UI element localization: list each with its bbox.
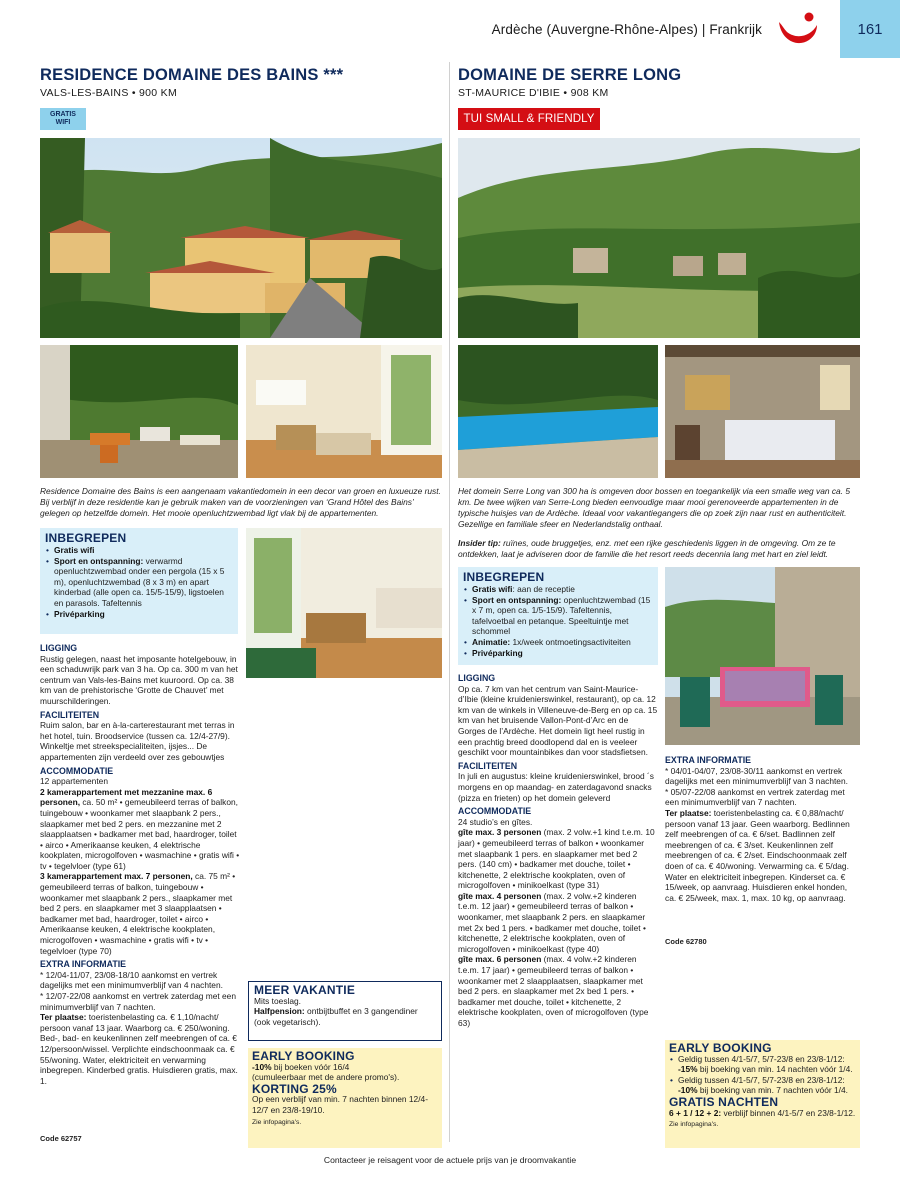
tui-logo-icon: [775, 10, 821, 50]
right-extra-line1: * 04/01-04/07, 23/08-30/11 aankomst en vertrek dagelijks met een minimumverblijf van 3 nachten.: [665, 765, 848, 787]
left-inbegrepen-list: [45, 545, 233, 619]
right-ligging-heading: LIGGING: [458, 673, 496, 683]
right-ligging-text: Op ca. 7 km van het centrum van Saint-Maurice-d’Ibie (kleine kruidenierswinkel, restaurant), op ca. 12 km van de winkels in Villeneuve-de-Berg en op ca. 15 km van het bruisende Vallon-Pont-d’Arc en de Gorges de l’Ardèche. Het domein ligt heel rustig in een prachtig breed doodlopend dal en is veeleer geschikt voor mountainbikes dan voor stadsfietsen.: [458, 683, 658, 758]
list-item: • Gratis wifi: [45, 545, 233, 556]
right-bedroom-photo: [665, 345, 860, 478]
list-item: • Animatie: 1x/week ontmoetingsactiviteiten: [463, 637, 653, 648]
left-faciliteiten-heading: FACILITEITEN: [40, 709, 100, 720]
left-promo-box: [248, 1048, 442, 1148]
left-ligging-heading: LIGGING: [40, 643, 78, 653]
right-extra-terplaatse: Ter plaatse: toeristenbelasting ca. € 0,88/nacht/ persoon vanaf 13 jaar. Geen waarborg. Bedlinnen zelf meebrengen of ca. € 6/set. Badlinnen zelf meebrengen of ca. € 3/set. Keukenlinnen zelf meebrengen of ca. € 2/set. Eindschoonmaak zelf doen of ca. € 40/woning. Verwarming ca. € 5/dag. Water en elektriciteit inbegrepen. Kinderset ca. € 15/week, op aanvraag. Huisdieren enkel honden, ca. € 25/week, max. 1, max. 10 kg, op aanvraag.: [665, 807, 850, 903]
right-caption: Het domein Serre Long van 300 ha is omgeven door bossen en toegankelijk via een smalle weg van ca. 5 km. De twee wijken van Serre-Long bieden eenvoudige maar mooi gerenoveerde appartementen in de typische huisjes van de Ardèche. Ideaal voor vakantiegangers die op zoek zijn naar rust en authenticiteit. Gezellige en familiale sfeer en Nederlandstalig onthaal.: [458, 486, 851, 529]
right-gite-3: gîte max. 3 personen (max. 2 volw.+1 kind t.e.m. 10 jaar) • gemeubileerd terras of balkon • woonkamer met slaapbank 1 pers. en slaapkamer met bed 2 pers. (140 cm) • badkamer met douche, toilet • kitchenette, 2 elektrische kookplaten, oven of microgolfoven • minikoelkast (type 31): [458, 827, 655, 891]
right-accommodatie-count: 24 studio’s en gîtes.: [458, 816, 533, 827]
right-title: DOMAINE DE SERRE LONG: [458, 66, 682, 84]
left-kitchen-photo: [246, 528, 442, 678]
left-extra-heading: EXTRA INFORMATIE: [40, 959, 127, 970]
footer-note: Contacteer je reisagent voor de actuele prijs van je droomvakantie: [323, 1155, 577, 1165]
left-code: Code 62757: [40, 1134, 82, 1143]
right-faciliteiten-heading: FACILITEITEN: [458, 760, 518, 771]
korting-text: Op een verblijf van min. 7 nachten binnen 12/4-12/7 en 23/8-19/10.: [252, 1094, 428, 1115]
left-extra-terplaatse: Ter plaatse: toeristenbelasting ca. € 1,10/nacht/ persoon vanaf 13 jaar. Waarborg ca. € 250/woning. Bed-, bad- en keukenlinnen zelf meebrengen of ca. € 12/persoon/wissel. Verplichte eindschoonmaak ca. € 55/woning. Water, elektriciteit en verwarming inbegrepen. Kinderbed gratis. Huisdieren gratis, max. 1.: [40, 1012, 238, 1086]
list-item: • Privéparking: [45, 609, 233, 620]
right-infopagina-note: Zie infopagina's.: [669, 1121, 719, 1129]
left-subtitle: VALS-LES-BAINS • 900 KM: [40, 87, 178, 99]
page-number: 161: [840, 0, 900, 58]
left-infopagina-note: Zie infopagina's.: [252, 1118, 302, 1126]
left-faciliteiten-text: Ruim salon, bar en à-la-carterestaurant met terras in het hotel, tuin. Broodservice (tussen ca. 12/4-27/9). Winkeltje met streekspecialiteiten, ijsjes... De appartementen zijn verdeeld over zes gebouwtjes: [40, 720, 235, 762]
gratis-wifi-badge: GRATIS WIFI: [40, 108, 86, 130]
left-accommodatie-count: 12 appartementen: [40, 776, 108, 787]
korting-title: KORTING 25%: [252, 1081, 337, 1096]
left-accommodatie-type1: 2 kamerappartement met mezzanine max. 6 personen, ca. 50 m² • gemeubileerd terras of balkon, tuingebouw • woonkamer met slaapbank 2 pers., slaapkamer met bed 2 pers. en mezzanine met 2 slaapplaatsen • badkamer met bad, haardroger, toilet • airco • Amerikaanse keuken, 4 elektrische kookplaten, microgolfoven • wasmachine • gratis wifi • tv • tegelvloer (type 61): [40, 786, 240, 871]
meer-vakantie-line: Mits toeslag.: [254, 995, 302, 1006]
right-main-photo: [458, 138, 860, 338]
left-main-photo: [40, 138, 442, 338]
left-ligging-text: Rustig gelegen, naast het imposante hotelgebouw, in een schaduwrijk park van 3 ha. Op ca. 300 m van het centrum van Vals-les-Bains met kuuroord. Op ca. 38 km van de prehistorische ‘Grotte de Chauvet’ met muurschilderingen.: [40, 653, 238, 706]
region-header: Ardèche (Auvergne-Rhône-Alpes) | Frankrijk: [491, 22, 762, 37]
right-extra-heading: EXTRA INFORMATIE: [665, 755, 752, 765]
list-item: • Geldig tussen 4/1-5/7, 5/7-23/8 en 23/8-1/12: -15% bij boeking van min. 14 nachten vóór 1/4.: [669, 1054, 856, 1075]
right-pool-photo: [458, 345, 658, 478]
left-extra-line2: * 12/07-22/08 aankomst en vertrek zaterdag met een minimumverblijf van 7 nachten.: [40, 991, 236, 1012]
left-caption: Residence Domaine des Bains is een aangenaam vakantiedomein in een decor van groen en luxueuze rust. Bij verblijf in deze residentie kan je gebruik maken van de voorzieningen van ‘Grand Hôtel des Bains’ gelegen op hetzelfde domein. Het mooie openluchtzwembad ligt vlak bij de appartementen.: [40, 486, 441, 518]
left-terrace-photo: [40, 345, 238, 478]
right-promo-box: [665, 1040, 860, 1148]
list-item: • Sport en ontspanning: openluchtzwembad (15 x 7 m, open ca. 1/5-15/9). Tafeltennis, tafelvoetbal en petanque. Speeltuintje met schommel: [463, 595, 653, 637]
left-accommodatie-heading: ACCOMMODATIE: [40, 765, 114, 776]
right-accommodatie-heading: ACCOMMODATIE: [458, 806, 532, 817]
right-gite-6: gîte max. 6 personen (max. 4 volw.+2 kinderen t.e.m. 17 jaar) • gemeubileerd terras of balkon • woonkamer met 2 slaapplaatsen, slaapkamer met bed 2 pers. en slaapkamer met 2x bed 1 pers. • badkamer met douche, toilet • kitchenette, 2 elektrische kookplaten, oven of microgolfoven (type 63): [458, 954, 649, 1028]
right-inbegrepen-list: [463, 584, 653, 658]
meer-vakantie-halfpension: Halfpension: ontbijtbuffet en 3 gangendiner (ook vegetarisch).: [254, 1006, 418, 1027]
right-inbegrepen-title: INBEGREPEN: [463, 570, 545, 584]
right-extra-line2: * 05/07-22/08 aankomst en vertrek zaterdag met een minimumverblijf van 7 nachten.: [665, 786, 845, 808]
left-accommodatie-type2: 3 kamerappartement max. 7 personen, ca. 75 m² • gemeubileerd terras of balkon, tuingebouw • woonkamer met slaapbank 2 pers., slaapkamer met bed 2 pers. en slaapkamer met 3 slaapplaatsen • badkamer met bad, haardroger, toilet • airco • Amerikaanse keuken, 4 elektrische kookplaten, microgolfoven • wasmachine • gratis wifi • tv • tegelvloer (type 70): [40, 871, 236, 956]
right-code: Code 62780: [665, 937, 707, 946]
list-item: • Gratis wifi: aan de receptie: [463, 584, 653, 595]
left-inbegrepen-title: INBEGREPEN: [45, 531, 127, 545]
right-faciliteiten-text: In juli en augustus: kleine kruidenierswinkel, brood ´s morgens en op maandag- en zaterdagavond snacks (pizza en frieten) op het domein geleverd: [458, 771, 654, 803]
right-terrace-photo: [665, 567, 860, 745]
left-details: [40, 640, 240, 1086]
left-early-booking-title: EARLY BOOKING: [252, 1049, 355, 1063]
list-item: • Geldig tussen 4/1-5/7, 5/7-23/8 en 23/8-1/12: -10% bij boeking van min. 7 nachten vóór 1/4.: [669, 1075, 856, 1096]
right-details: [458, 670, 658, 1029]
meer-vakantie-title: MEER VAKANTIE: [254, 983, 356, 997]
list-item: • Privéparking: [463, 648, 653, 659]
right-subtitle: ST-MAURICE D'IBIE • 908 KM: [458, 87, 609, 99]
gratis-nachten-title: GRATIS NACHTEN: [669, 1094, 779, 1109]
meer-vakantie-box: [248, 981, 442, 1041]
gratis-nachten-text: 6 + 1 / 12 + 2: verblijf binnen 4/1-5/7 en 23/8-1/12.: [669, 1107, 856, 1118]
small-friendly-badge: TUI SMALL & FRIENDLY: [458, 108, 600, 130]
left-title: RESIDENCE DOMAINE DES BAINS ***: [40, 66, 344, 84]
left-early-booking-text: -10% bij boeken vóór 16/4: [252, 1061, 350, 1072]
left-extra-line1: * 12/04-11/07, 23/08-18/10 aankomst en vertrek dagelijks met een minimumverblijf van 4 nachten.: [40, 969, 223, 991]
left-early-booking-note: (cumuleerbaar met de andere promo's).: [252, 1072, 400, 1083]
right-early-booking-title: EARLY BOOKING: [669, 1041, 772, 1055]
column-divider: [449, 62, 450, 1142]
right-early-booking-list: [669, 1054, 856, 1096]
left-inbegrepen-box: [40, 528, 238, 634]
insider-tip: Insider tip: ruïnes, oude bruggetjes, enz. met een rijke geschiedenis liggen in de omgeving. Om ze te ontdekken, laat je adviseren door de familie die het resort reeds decennia lang met hart en ziel leidt.: [458, 538, 836, 559]
left-living-photo: [246, 345, 442, 478]
right-inbegrepen-box: [458, 567, 658, 665]
list-item: • Sport en ontspanning: verwarmd openluchtzwembad onder een pergola (15 x 5 m), openluchtzwembad (8 x 3 m) en apart kinderbad (alle open ca. 15/5-15/9), ligstoelen en parasols. Tafeltennis: [45, 556, 233, 609]
right-gite-4: gîte max. 4 personen (max. 2 volw.+2 kinderen t.e.m. 12 jaar) • gemeubileerd terras of balkon • woonkamer, met slaapbank 2 pers. en slaapkamer met 2x bed 1 pers. • badkamer met douche, toilet • kitchenette, 2 elektrische kookplaten, oven of microgolfoven • minikoelkast (type 40): [458, 890, 646, 954]
right-extra-info: [665, 752, 860, 903]
